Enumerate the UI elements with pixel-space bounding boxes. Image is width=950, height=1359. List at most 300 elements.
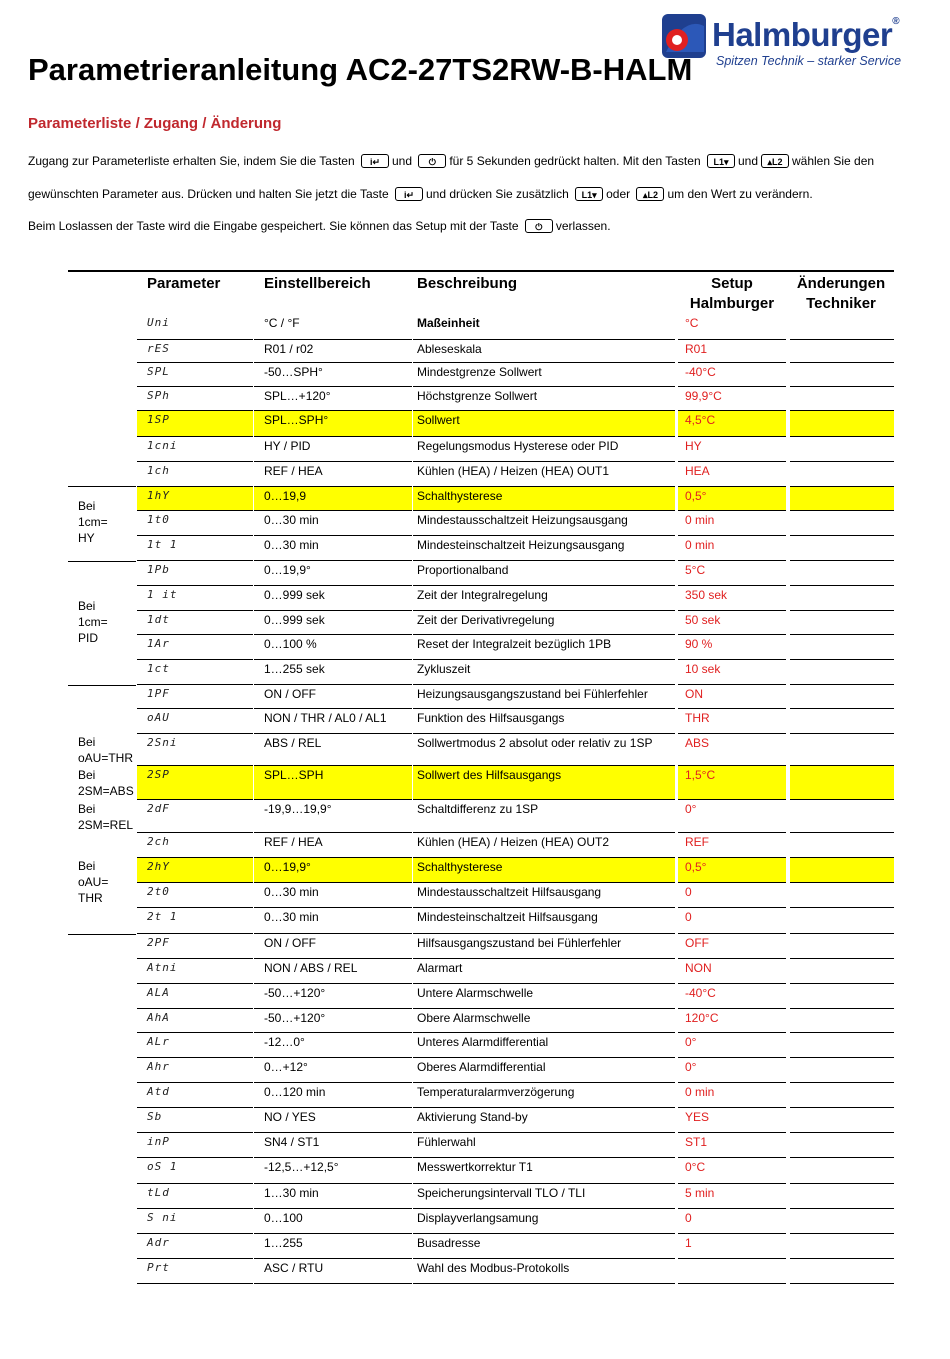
parameter-setup-value: THR [685, 711, 710, 725]
row-rule [790, 362, 894, 363]
row-rule [790, 708, 894, 709]
row-rule [254, 983, 412, 984]
parameter-range: 0…19,9 [264, 489, 307, 503]
parameter-code: ALA [147, 986, 170, 999]
parameter-description: Mindestgrenze Sollwert [417, 365, 542, 379]
parameter-code: Ahr [147, 1060, 170, 1073]
parameter-range: -50…SPH° [264, 365, 323, 379]
parameter-range: 1…255 [264, 1236, 303, 1250]
parameter-setup-value: -40°C [685, 986, 716, 1000]
parameter-range: 0…19,9° [264, 563, 311, 577]
parameter-description: Mindesteinschaltzeit Heizungsausgang [417, 538, 625, 552]
row-rule [254, 832, 412, 833]
group-rule [68, 486, 136, 487]
row-rule [254, 510, 412, 511]
parameter-code: SPL [147, 365, 170, 378]
parameter-range: 0…999 sek [264, 613, 325, 627]
row-rule [254, 1032, 412, 1033]
group-rule [68, 685, 136, 686]
parameter-code: 1t 1 [147, 538, 178, 551]
parameter-code: oAU [147, 711, 170, 724]
row-rule [137, 510, 253, 511]
row-rule [413, 799, 675, 800]
row-rule [137, 436, 253, 437]
parameter-code: 2SP [147, 768, 170, 781]
row-rule [678, 362, 786, 363]
row-rule [413, 1082, 675, 1083]
row-rule [790, 1008, 894, 1009]
row-rule [678, 983, 786, 984]
parameter-code: 2Sni [147, 736, 178, 749]
power-key-icon: ⏻ [418, 154, 446, 168]
row-rule [137, 1082, 253, 1083]
row-rule [678, 1057, 786, 1058]
row-rule [678, 1008, 786, 1009]
parameter-description: Temperaturalarmverzögerung [417, 1085, 575, 1099]
row-rule [137, 461, 253, 462]
parameter-code: S ni [147, 1211, 178, 1224]
intro-line-3: Beim Loslassen der Taste wird die Eingabe gespeichert. Sie können das Setup mit der Taste ⏻ verlassen. [28, 219, 611, 233]
parameter-setup-value: ON [685, 687, 703, 701]
parameter-description: Reset der Integralzeit bezüglich 1PB [417, 637, 612, 651]
parameter-setup-value: HEA [685, 464, 710, 478]
row-rule [254, 1132, 412, 1133]
row-rule [678, 659, 786, 660]
parameter-range: -12…0° [264, 1035, 305, 1049]
row-rule [790, 339, 894, 340]
row-rule [413, 733, 675, 734]
parameter-range: 0…30 min [264, 538, 319, 552]
condition-group-label: Bei oAU=THR [78, 735, 134, 765]
parameter-description: Wahl des Modbus-Protokolls [417, 1261, 570, 1275]
row-rule [790, 799, 894, 800]
row-rule [254, 882, 412, 883]
row-rule [678, 461, 786, 462]
parameter-setup-value: 0 [685, 910, 692, 924]
row-rule [413, 933, 675, 934]
condition-group-label: Bei oAU= THR [78, 859, 109, 905]
row-rule [137, 1233, 253, 1234]
parameter-description: Busadresse [417, 1236, 481, 1250]
parameter-setup-value: 0,5° [685, 860, 707, 874]
row-rule [413, 983, 675, 984]
row-rule [254, 436, 412, 437]
parameter-setup-value: NON [685, 961, 712, 975]
parameter-setup-value: ABS [685, 736, 710, 750]
row-highlight [790, 766, 894, 799]
row-rule [413, 708, 675, 709]
l1-down-key-icon: L1▾ [575, 187, 603, 201]
row-rule [413, 958, 675, 959]
parameter-range: R01 / r02 [264, 342, 314, 356]
row-rule [254, 1057, 412, 1058]
row-rule [413, 1032, 675, 1033]
parameter-code: oS 1 [147, 1160, 178, 1173]
row-rule [790, 560, 894, 561]
parameter-setup-value: 99,9°C [685, 389, 722, 403]
row-rule [678, 1082, 786, 1083]
row-rule [790, 832, 894, 833]
row-rule [254, 684, 412, 685]
row-rule [254, 610, 412, 611]
parameter-range: 0…+12° [264, 1060, 308, 1074]
row-rule [137, 1157, 253, 1158]
parameter-range: HY / PID [264, 439, 311, 453]
row-rule [413, 510, 675, 511]
parameter-setup-value: OFF [685, 936, 709, 950]
parameter-setup-value: °C [685, 316, 699, 330]
row-rule [678, 1107, 786, 1108]
row-rule [413, 684, 675, 685]
parameter-description: Kühlen (HEA) / Heizen (HEA) OUT2 [417, 835, 610, 849]
parameter-description: Mindesteinschaltzeit Hilfsausgang [417, 910, 598, 924]
parameter-setup-value: 0° [685, 802, 697, 816]
parameter-range: NO / YES [264, 1110, 316, 1124]
row-rule [678, 436, 786, 437]
row-rule [137, 1057, 253, 1058]
brand-name: Halmburger® [712, 16, 900, 53]
header-description: Beschreibung [417, 275, 518, 292]
row-rule [678, 958, 786, 959]
parameter-range: SPL…SPH [264, 768, 324, 782]
row-rule [137, 1132, 253, 1133]
row-rule [413, 1132, 675, 1133]
parameter-setup-value: ST1 [685, 1135, 708, 1149]
row-rule [137, 708, 253, 709]
parameter-description: Zykluszeit [417, 662, 471, 676]
row-rule [413, 1233, 675, 1234]
parameter-description: Kühlen (HEA) / Heizen (HEA) OUT1 [417, 464, 610, 478]
row-rule [413, 535, 675, 536]
parameter-range: ON / OFF [264, 687, 316, 701]
row-rule [137, 1008, 253, 1009]
row-rule [790, 882, 894, 883]
row-rule [254, 933, 412, 934]
parameter-range: 0…30 min [264, 885, 319, 899]
parameter-description: Fühlerwahl [417, 1135, 476, 1149]
parameter-code: Sb [147, 1110, 163, 1123]
row-rule [254, 1208, 412, 1209]
parameter-range: SPL…SPH° [264, 413, 329, 427]
row-rule [254, 799, 412, 800]
parameter-setup-value: 0 min [685, 513, 715, 527]
parameter-description: Aktivierung Stand-by [417, 1110, 528, 1124]
parameter-description: Messwertkorrektur T1 [417, 1160, 533, 1174]
row-rule [137, 684, 253, 685]
row-rule [137, 958, 253, 959]
row-highlight [790, 858, 894, 882]
row-rule [678, 1258, 786, 1259]
condition-group-label: Bei 1cm= PID [78, 599, 108, 645]
row-rule [137, 1208, 253, 1209]
parameter-setup-value: YES [685, 1110, 710, 1124]
row-rule [413, 1157, 675, 1158]
row-rule [678, 610, 786, 611]
parameter-code: 1cni [147, 439, 178, 452]
row-rule [137, 585, 253, 586]
parameter-description: Sollwertmodus 2 absolut oder relativ zu 1SP [417, 736, 653, 750]
parameter-setup-value: 0,5° [685, 489, 707, 503]
parameter-description: Ableseskala [417, 342, 482, 356]
row-rule [254, 659, 412, 660]
row-rule [137, 634, 253, 635]
row-rule [413, 560, 675, 561]
parameter-code: ALr [147, 1035, 170, 1048]
parameter-description: Schalthysterese [417, 860, 503, 874]
info-enter-key-icon: i↵ [395, 187, 423, 201]
row-rule [790, 1258, 894, 1259]
parameter-description: Zeit der Integralregelung [417, 588, 548, 602]
parameter-code: 1 it [147, 588, 178, 601]
parameter-setup-value: 0 min [685, 538, 715, 552]
parameter-description: Proportionalband [417, 563, 509, 577]
parameter-range: °C / °F [264, 316, 300, 330]
row-rule [137, 983, 253, 984]
row-rule [790, 1283, 894, 1284]
parameter-range: -19,9…19,9° [264, 802, 332, 816]
row-rule [678, 1233, 786, 1234]
row-rule [254, 907, 412, 908]
halmburger-logo [660, 12, 922, 74]
parameter-setup-value: 0 min [685, 1085, 715, 1099]
parameter-code: tLd [147, 1186, 170, 1199]
row-rule [137, 386, 253, 387]
row-rule [413, 907, 675, 908]
row-rule [254, 634, 412, 635]
parameter-setup-value: 10 sek [685, 662, 721, 676]
condition-group-label: Bei 2SM=REL [78, 802, 134, 832]
row-rule [254, 1107, 412, 1108]
parameter-range: 0…30 min [264, 910, 319, 924]
parameter-setup-value: 0 [685, 1211, 692, 1225]
row-rule [790, 983, 894, 984]
row-rule [413, 1283, 675, 1284]
parameter-description: Zeit der Derivativregelung [417, 613, 555, 627]
parameter-code: 2dF [147, 802, 170, 815]
row-rule [137, 1258, 253, 1259]
row-rule [254, 461, 412, 462]
row-rule [137, 560, 253, 561]
row-rule [254, 733, 412, 734]
row-rule [678, 1132, 786, 1133]
row-rule [413, 339, 675, 340]
parameter-code: 1dt [147, 613, 170, 626]
row-rule [790, 1032, 894, 1033]
intro-line-1: Zugang zur Parameterliste erhalten Sie, indem Sie die Tasten i↵ und ⏻ für 5 Sekunden gedrückt halten. Mit den Tasten L1▾ und ▴L2 wählen Sie den [28, 154, 875, 168]
row-highlight [790, 487, 894, 510]
parameter-range: ON / OFF [264, 936, 316, 950]
parameter-description: Unteres Alarmdifferential [417, 1035, 549, 1049]
row-rule [413, 386, 675, 387]
parameter-setup-value: HY [685, 439, 702, 453]
l2-up-key-icon: ▴L2 [636, 187, 664, 201]
row-rule [790, 386, 894, 387]
parameter-range: REF / HEA [264, 835, 323, 849]
parameter-description: Funktion des Hilfsausgangs [417, 711, 565, 725]
row-rule [254, 560, 412, 561]
parameter-range: NON / THR / AL0 / AL1 [264, 711, 387, 725]
section-title: Parameterliste / Zugang / Änderung [28, 115, 282, 132]
group-rule [68, 934, 136, 935]
parameter-description: Speicherungsintervall TLO / TLI [417, 1186, 586, 1200]
parameter-description: Mindestausschaltzeit Hilfsausgang [417, 885, 602, 899]
row-rule [790, 958, 894, 959]
parameter-setup-value: 0° [685, 1060, 697, 1074]
row-rule [254, 535, 412, 536]
row-rule [413, 634, 675, 635]
row-rule [413, 610, 675, 611]
intro-line-2: gewünschten Parameter aus. Drücken und halten Sie jetzt die Taste i↵ und drücken Sie zusätzlich L1▾ oder ▴L2 um den Wert zu verändern. [28, 187, 813, 201]
parameter-setup-value: 90 % [685, 637, 713, 651]
parameter-setup-value: 1,5°C [685, 768, 716, 782]
row-rule [790, 933, 894, 934]
header-parameter: Parameter [147, 275, 221, 292]
parameter-range: 0…100 % [264, 637, 317, 651]
parameter-setup-value: REF [685, 835, 709, 849]
parameter-code: 2hY [147, 860, 170, 873]
parameter-code: Atni [147, 961, 178, 974]
row-rule [790, 684, 894, 685]
row-rule [790, 1107, 894, 1108]
row-rule [137, 1032, 253, 1033]
row-rule [678, 832, 786, 833]
parameter-description: Displayverlangsamung [417, 1211, 539, 1225]
l1-down-key-icon: L1▾ [707, 154, 735, 168]
row-rule [137, 832, 253, 833]
row-rule [413, 832, 675, 833]
row-rule [413, 1258, 675, 1259]
row-rule [254, 386, 412, 387]
parameter-range: 0…100 [264, 1211, 303, 1225]
row-rule [254, 1082, 412, 1083]
row-rule [678, 882, 786, 883]
row-rule [678, 535, 786, 536]
brand-slogan: Spitzen Technik – starker Service [716, 54, 902, 68]
parameter-range: -12,5…+12,5° [264, 1160, 339, 1174]
condition-group-label: Bei 1cm= HY [78, 499, 108, 545]
row-rule [413, 461, 675, 462]
parameter-code: rES [147, 342, 170, 355]
row-rule [413, 1208, 675, 1209]
parameter-code: 1ch [147, 464, 170, 477]
row-rule [137, 882, 253, 883]
row-rule [413, 362, 675, 363]
parameter-code: 1PF [147, 687, 170, 700]
parameter-code: 1t0 [147, 513, 170, 526]
parameter-code: SPh [147, 389, 170, 402]
row-rule [413, 659, 675, 660]
parameter-code: 1Pb [147, 563, 170, 576]
row-rule [137, 907, 253, 908]
parameter-setup-value: 1 [685, 1236, 692, 1250]
row-rule [254, 1008, 412, 1009]
parameter-code: 1SP [147, 413, 170, 426]
row-rule [790, 1157, 894, 1158]
parameter-description: Mindestausschaltzeit Heizungsausgang [417, 513, 628, 527]
parameter-setup-value: 5 min [685, 1186, 715, 1200]
row-rule [678, 339, 786, 340]
row-highlight [790, 411, 894, 436]
row-rule [678, 907, 786, 908]
row-rule [790, 585, 894, 586]
parameter-range: SPL…+120° [264, 389, 331, 403]
row-rule [254, 1157, 412, 1158]
group-rule [68, 561, 136, 562]
parameter-code: Adr [147, 1236, 170, 1249]
row-rule [254, 585, 412, 586]
row-rule [790, 634, 894, 635]
row-rule [790, 610, 894, 611]
power-key-icon: ⏻ [525, 219, 553, 233]
row-rule [137, 339, 253, 340]
row-rule [678, 560, 786, 561]
parameter-description: Obere Alarmschwelle [417, 1011, 531, 1025]
parameter-setup-value: 0 [685, 885, 692, 899]
row-rule [790, 535, 894, 536]
row-rule [413, 436, 675, 437]
table-top-rule [68, 270, 894, 272]
row-rule [678, 1157, 786, 1158]
row-rule [254, 958, 412, 959]
parameter-code: 2PF [147, 936, 170, 949]
row-rule [790, 1132, 894, 1133]
parameter-setup-value: -40°C [685, 365, 716, 379]
parameter-code: 2t0 [147, 885, 170, 898]
row-rule [137, 659, 253, 660]
row-rule [137, 1183, 253, 1184]
parameter-setup-value: 350 sek [685, 588, 728, 602]
row-rule [137, 362, 253, 363]
row-rule [678, 585, 786, 586]
row-rule [413, 1057, 675, 1058]
row-rule [790, 733, 894, 734]
parameter-range: ASC / RTU [264, 1261, 324, 1275]
header-range: Einstellbereich [264, 275, 371, 292]
parameter-setup-value: 50 sek [685, 613, 721, 627]
row-rule [678, 708, 786, 709]
row-rule [137, 1107, 253, 1108]
parameter-range: REF / HEA [264, 464, 323, 478]
parameter-range: ABS / REL [264, 736, 322, 750]
row-rule [678, 510, 786, 511]
row-rule [678, 733, 786, 734]
parameter-range: NON / ABS / REL [264, 961, 358, 975]
row-rule [254, 1258, 412, 1259]
parameter-setup-value: 120°C [685, 1011, 719, 1025]
row-rule [254, 708, 412, 709]
row-rule [790, 461, 894, 462]
parameter-code: 1ct [147, 662, 170, 675]
row-rule [137, 535, 253, 536]
row-rule [413, 1008, 675, 1009]
row-rule [254, 339, 412, 340]
header-setup: Setup Halmburger [689, 275, 775, 312]
row-rule [413, 1183, 675, 1184]
parameter-code: Atd [147, 1085, 170, 1098]
row-rule [413, 1107, 675, 1108]
header-changes: Änderungen Techniker [796, 275, 886, 312]
parameter-setup-value: 4,5°C [685, 413, 716, 427]
row-rule [678, 684, 786, 685]
row-rule [254, 1233, 412, 1234]
parameter-code: 2t 1 [147, 910, 178, 923]
parameter-setup-value: R01 [685, 342, 708, 356]
parameter-range: 1…255 sek [264, 662, 325, 676]
parameter-description: Sollwert des Hilfsausgangs [417, 768, 562, 782]
info-enter-key-icon: i↵ [361, 154, 389, 168]
row-rule [413, 882, 675, 883]
parameter-description: Heizungsausgangszustand bei Fühlerfehler [417, 687, 648, 701]
